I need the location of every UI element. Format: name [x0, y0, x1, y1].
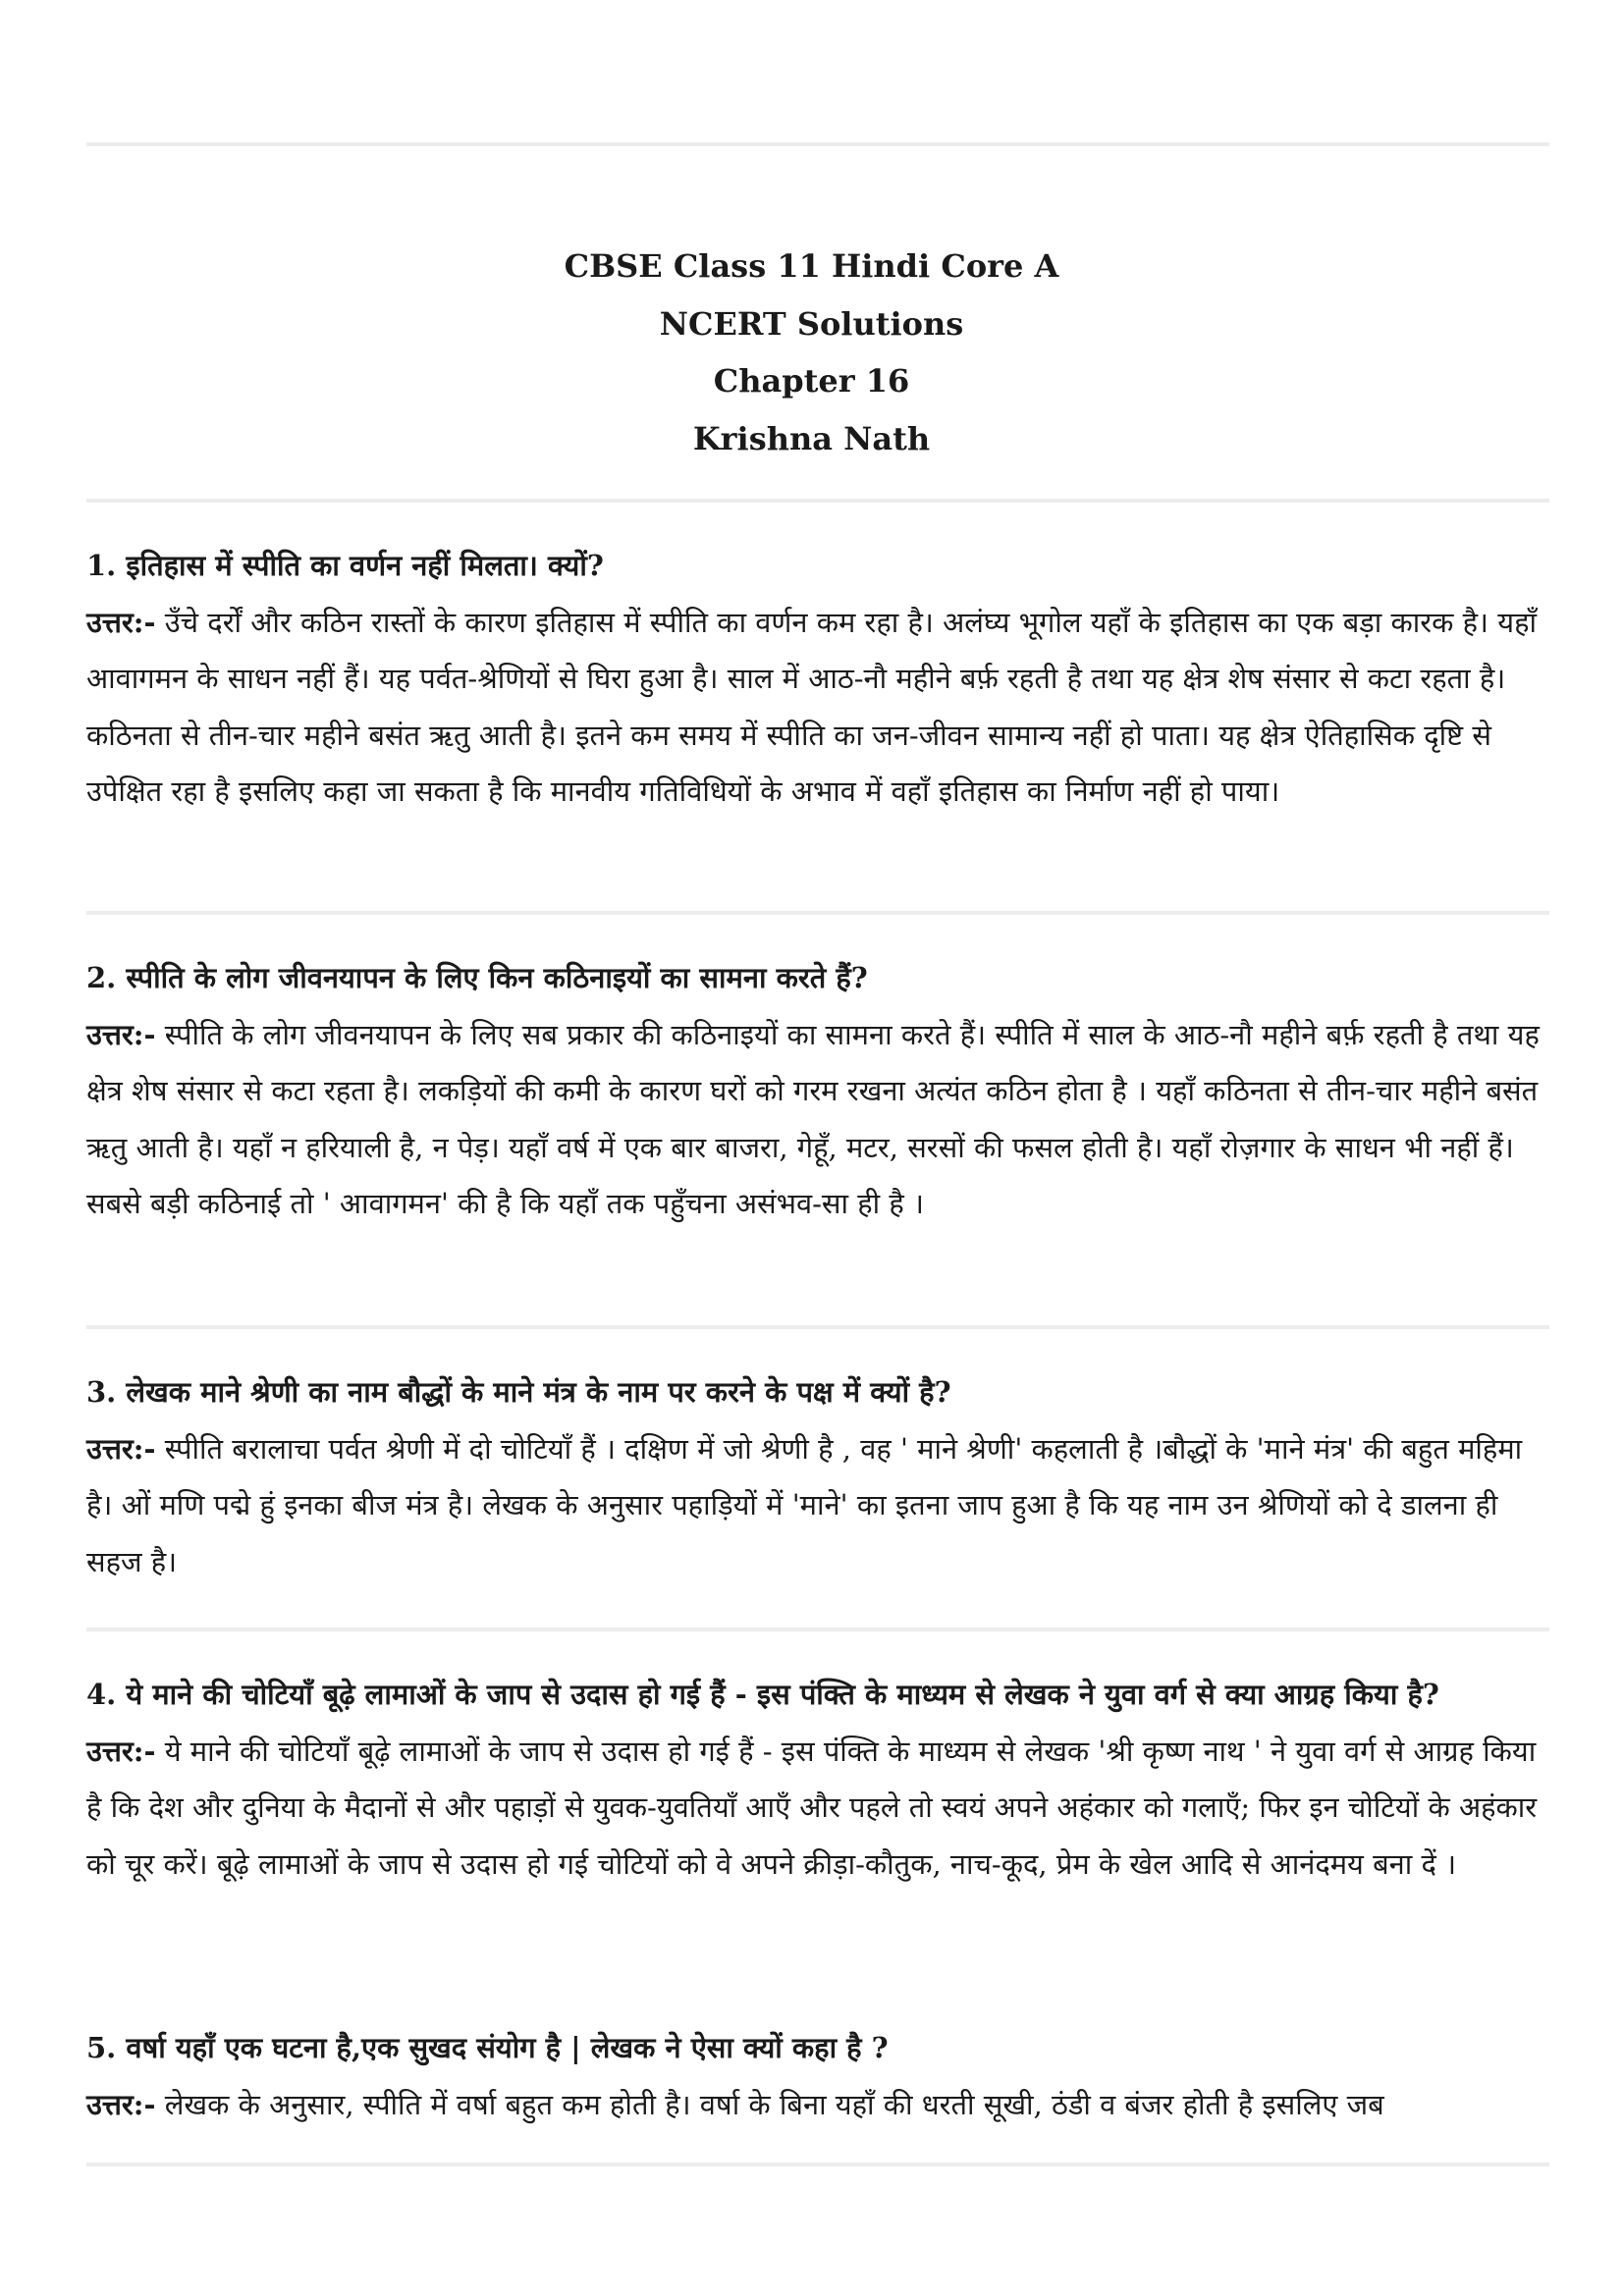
answer-4: [86, 1724, 1549, 1894]
answer-text: उँचे दर्रों और कठिन रास्तों के कारण इतिहास में स्पीति का वर्णन कम रहा है। अलंघ्य भूगोल यहाँ के इतिहास का एक बड़ा कारक है। यहाँ आवागमन के साधन नहीं हैं। यह पर्वत-श्रेणियों से घिरा हुआ है। साल में आठ-नौ महीने बर्फ़ रहती है तथा यह क्षेत्र शेष संसार से कटा रहता है। कठिनता से तीन-चार महीने बसंत ऋतु आती है। इतने कम समय में स्पीति का जन-जीवन सामान्य नहीं हो पाता। यह क्षेत्र ऐतिहासिक दृष्टि से उपेक्षित रहा है इसलिए कहा जा सकता है कि मानवीय गतिविधियों के अभाव में वहाँ इतिहास का निर्माण नहीं हो पाया।: [86, 605, 1537, 809]
answer-label: उत्तर:-: [86, 1017, 156, 1051]
answer-3: [86, 1421, 1549, 1591]
answer-text: स्पीति बरालाचा पर्वत श्रेणी में दो चोटियाँ हैं । दक्षिण में जो श्रेणी है , वह ' माने श्रेणी' कहलाती है ।बौद्धों के 'माने मंत्र' की बहुत महिमा है। ओं मणि पद्मे हुं इनका बीज मंत्र है। लेखक के अनुसार पहाड़ियों में 'माने' का इतना जाप हुआ है कि यह नाम उन श्रेणियों को दे डालना ही सहज है।: [86, 1431, 1523, 1578]
answer-2: [86, 1007, 1549, 1233]
divider: [86, 499, 1549, 503]
question-4: 4. ये माने की चोटियाँ बूढ़े लामाओं के जाप से उदास हो गई हैं - इस पंक्ति के माध्यम से लेखक ने युवा वर्ग से क्या आग्रह किया है?: [86, 1678, 1439, 1711]
answer-label: उत्तर:-: [86, 1431, 156, 1466]
answer-label: उत्तर:-: [86, 2087, 156, 2121]
header-series: NCERT Solutions: [659, 304, 964, 343]
qa-block-2: [86, 950, 1549, 1233]
qa-block-4: [86, 1667, 1549, 1893]
answer-label: उत्तर:-: [86, 605, 156, 639]
answer-text: लेखक के अनुसार, स्पीति में वर्षा बहुत कम होती है। वर्षा के बिना यहाँ की धरती सूखी, ठंडी व बंजर होती है इसलिए जब: [164, 2087, 1384, 2121]
qa-block-1: [86, 538, 1549, 821]
question-2: 2. स्पीति के लोग जीवनयापन के लिए किन कठिनाइयों का सामना करते हैं?: [86, 961, 868, 994]
header-author: Krishna Nath: [692, 419, 931, 457]
divider: [86, 1628, 1549, 1631]
answer-1: [86, 595, 1549, 821]
question-5: 5. वर्षा यहाँ एक घटना है,एक सुखद संयोग है | लेखक ने ऐसा क्यों कहा है ?: [86, 2031, 889, 2064]
answer-5: [86, 2077, 1549, 2134]
document-header: [0, 238, 1623, 467]
answer-text: स्पीति के लोग जीवनयापन के लिए सब प्रकार की कठिनाइयों का सामना करते हैं। स्पीति में साल के आठ-नौ महीने बर्फ़ रहती है तथा यह क्षेत्र शेष संसार से कटा रहता है। लकड़ियों की कमी के कारण घरों को गरम रखना अत्यंत कठिन होता है । यहाँ कठिनता से तीन-चार महीने बसंत ऋतु आती है। यहाँ न हरियाली है, न पेड़। यहाँ वर्ष में एक बार बाजरा, गेहूँ, मटर, सरसों की फसल होती है। यहाँ रोज़गार के साधन भी नहीं हैं। सबसे बड़ी कठिनाई तो ' आवागमन' की है कि यहाँ तक पहुँचना असंभव-सा ही है ।: [86, 1017, 1540, 1221]
answer-label: उत्तर:-: [86, 1734, 156, 1768]
qa-block-3: [86, 1364, 1549, 1590]
qa-block-5: [86, 2020, 1549, 2133]
bottom-divider: [86, 2163, 1549, 2166]
question-1: 1. इतिहास में स्पीति का वर्णन नहीं मिलता। क्यों?: [86, 549, 604, 582]
header-chapter: Chapter 16: [713, 362, 910, 400]
top-divider: [86, 142, 1549, 146]
question-3: 3. लेखक माने श्रेणी का नाम बौद्धों के माने मंत्र के नाम पर करने के पक्ष में क्यों है?: [86, 1375, 951, 1409]
header-board-class: CBSE Class 11 Hindi Core A: [564, 247, 1059, 285]
divider: [86, 911, 1549, 915]
answer-text: ये माने की चोटियाँ बूढ़े लामाओं के जाप से उदास हो गई हैं - इस पंक्ति के माध्यम से लेखक 'श्री कृष्ण नाथ ' ने युवा वर्ग से आग्रह किया है कि देश और दुनिया के मैदानों से और पहाड़ों से युवक-युवतियाँ आएँ और पहले तो स्वयं अपने अहंकार को गलाएँ; फिर इन चोटियों के अहंकार को चूर करें। बूढ़े लामाओं के जाप से उदास हो गई चोटियों को वे अपने क्रीड़ा-कौतुक, नाच-कूद, प्रेम के खेल आदि से आनंदमय बना दें ।: [86, 1734, 1538, 1881]
divider: [86, 1325, 1549, 1329]
